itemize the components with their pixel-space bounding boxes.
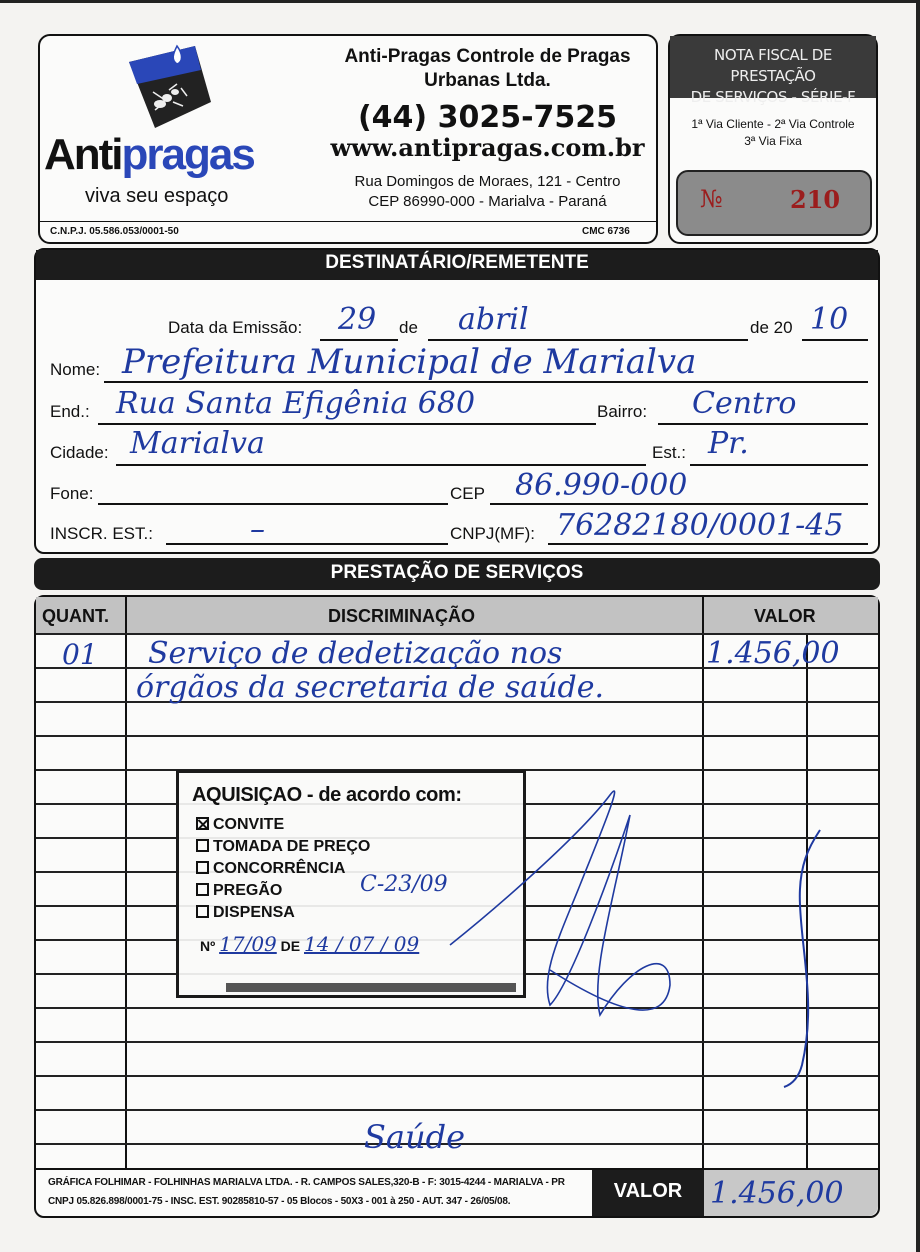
- name-label: Nome:: [50, 360, 101, 379]
- row1-description[interactable]: Serviço de dedetização nos: [148, 636, 563, 671]
- column-header-quantity: QUANT.: [42, 606, 109, 626]
- checked-box-icon[interactable]: [196, 817, 209, 830]
- stamp-option-tomada-de-preco[interactable]: TOMADA DE PREÇO: [196, 838, 370, 856]
- page-edge-top: [0, 0, 920, 3]
- stamp-title: AQUISIÇAO - de acordo com:: [192, 784, 462, 806]
- table-row-line: [36, 633, 878, 635]
- city-label: Cidade:: [50, 443, 109, 462]
- state-line: [690, 464, 868, 466]
- cep-field[interactable]: 86.990-000: [515, 468, 688, 503]
- stamp-option-pregao[interactable]: PREGÃO: [196, 882, 282, 900]
- row1-value[interactable]: 1.456,00: [706, 636, 840, 671]
- checkbox-icon[interactable]: [196, 905, 209, 918]
- company-name-line1: Anti-Pragas Controle de Pragas: [344, 46, 631, 67]
- emission-year-field[interactable]: 10: [810, 302, 849, 337]
- row1-quantity[interactable]: 01: [62, 638, 98, 671]
- day-line: [320, 339, 398, 341]
- cnpj-line: [548, 543, 868, 545]
- state-registration-field[interactable]: –: [250, 512, 265, 547]
- date-year-label: de 20: [750, 318, 793, 337]
- row2-description[interactable]: órgãos da secretaria de saúde.: [136, 670, 605, 705]
- emission-date-label: Data da Emissão:: [168, 318, 303, 337]
- cep-label: CEP: [450, 484, 485, 503]
- copies-line1: 1ª Via Cliente - 2ª Via Controle: [691, 117, 855, 131]
- printer-info-line2: CNPJ 05.826.898/0001-75 - INSC. EST. 90285810-57 - 05 Blocos - 50X3 - 001 à 250 - AUT. 347 - 26/05/08.: [48, 1196, 511, 1207]
- brand-logo-text: Antipragas: [44, 130, 254, 179]
- checkbox-icon[interactable]: [196, 839, 209, 852]
- total-label: VALOR: [613, 1180, 683, 1202]
- column-divider-quantity: [125, 597, 127, 1168]
- column-header-value: VALOR: [754, 606, 816, 626]
- company-website: www.antipragas.com.br: [330, 133, 645, 162]
- recipient-section-title: DESTINATÁRIO/REMETENTE: [325, 252, 589, 273]
- company-name: [320, 45, 655, 93]
- ant-logo-icon: [125, 40, 220, 132]
- cep-line: [490, 503, 868, 505]
- number-sign: №: [700, 185, 723, 213]
- address-line: [98, 423, 596, 425]
- state-registration-label: INSCR. EST.:: [50, 524, 153, 543]
- stamp-process-code[interactable]: C-23/09: [360, 872, 448, 897]
- name-field[interactable]: Prefeitura Municipal de Marialva: [122, 342, 697, 382]
- state-field[interactable]: Pr.: [708, 426, 749, 461]
- address-line1: Rua Domingos de Moraes, 121 - Centro: [354, 173, 621, 190]
- month-line: [428, 339, 748, 341]
- company-cnpj: C.N.P.J. 05.586.053/0001-50: [50, 226, 179, 237]
- date-de-label: de: [399, 318, 418, 337]
- company-phone: (44) 3025-7525: [357, 100, 618, 135]
- stamp-option-concorrencia[interactable]: CONCORRÊNCIA: [196, 860, 345, 878]
- stamp-date-label: DE: [280, 938, 301, 954]
- address-line2: CEP 86990-000 - Marialva - Paraná: [368, 193, 607, 210]
- signature-scribble: [440, 775, 860, 1105]
- cnpj-field[interactable]: 76282180/0001-45: [556, 508, 844, 543]
- nota-fiscal-title: [670, 36, 876, 106]
- stamp-number-value[interactable]: 17/09: [219, 932, 277, 956]
- table-row-line: [36, 735, 878, 737]
- stamp-number-label: Nº: [200, 938, 216, 954]
- column-header-description: DISCRIMINAÇÃO: [328, 606, 475, 626]
- company-cmc: CMC 6736: [582, 226, 630, 237]
- city-field[interactable]: Marialva: [130, 426, 265, 461]
- address-field[interactable]: Rua Santa Efigênia 680: [116, 386, 476, 421]
- services-section-title: PRESTAÇÃO DE SERVIÇOS: [330, 562, 584, 583]
- brand-slogan: viva seu espaço: [85, 185, 229, 207]
- stamp-option-dispensa[interactable]: DISPENSA: [196, 904, 295, 922]
- district-line: [658, 423, 868, 425]
- year-line: [802, 339, 868, 341]
- city-line: [116, 464, 646, 466]
- phone-label: Fone:: [50, 484, 94, 503]
- stamp-option-convite[interactable]: CONVITE: [196, 816, 284, 834]
- nota-title-line2: DE SERVIÇOS - SÉRIE-F: [690, 88, 856, 106]
- company-address: [320, 172, 655, 212]
- printer-info-line1: GRÁFICA FOLHIMAR - FOLHINHAS MARIALVA LTDA. - R. CAMPOS SALES,320-B - F: 3015-4244 - MARIALVA - PR: [48, 1177, 565, 1188]
- checkbox-icon[interactable]: [196, 883, 209, 896]
- phone-line: [98, 503, 448, 505]
- page-edge-right: [916, 0, 920, 1252]
- total-value[interactable]: 1.456,00: [710, 1176, 844, 1211]
- checkbox-icon[interactable]: [196, 861, 209, 874]
- nota-title-line1: NOTA FISCAL DE PRESTAÇÃO: [714, 46, 832, 85]
- district-label: Bairro:: [597, 402, 648, 421]
- emission-day-field[interactable]: 29: [338, 302, 377, 337]
- stamp-number-line: [200, 932, 419, 956]
- department-note: Saúde: [364, 1118, 466, 1156]
- state-label: Est.:: [652, 443, 687, 462]
- district-field[interactable]: Centro: [692, 386, 797, 421]
- invoice-number: 210: [790, 185, 841, 214]
- cnpj-label: CNPJ(MF):: [450, 524, 535, 543]
- state-registration-line: [166, 543, 448, 545]
- copies-line2: 3ª Via Fixa: [744, 134, 802, 148]
- copies-info: [670, 116, 876, 150]
- stamp-date-value[interactable]: 14 / 07 / 09: [304, 932, 420, 956]
- table-row-line: [36, 1109, 878, 1111]
- emission-month-field[interactable]: abril: [458, 302, 529, 337]
- company-name-line2: Urbanas Ltda.: [424, 70, 551, 91]
- address-label: End.:: [50, 402, 90, 421]
